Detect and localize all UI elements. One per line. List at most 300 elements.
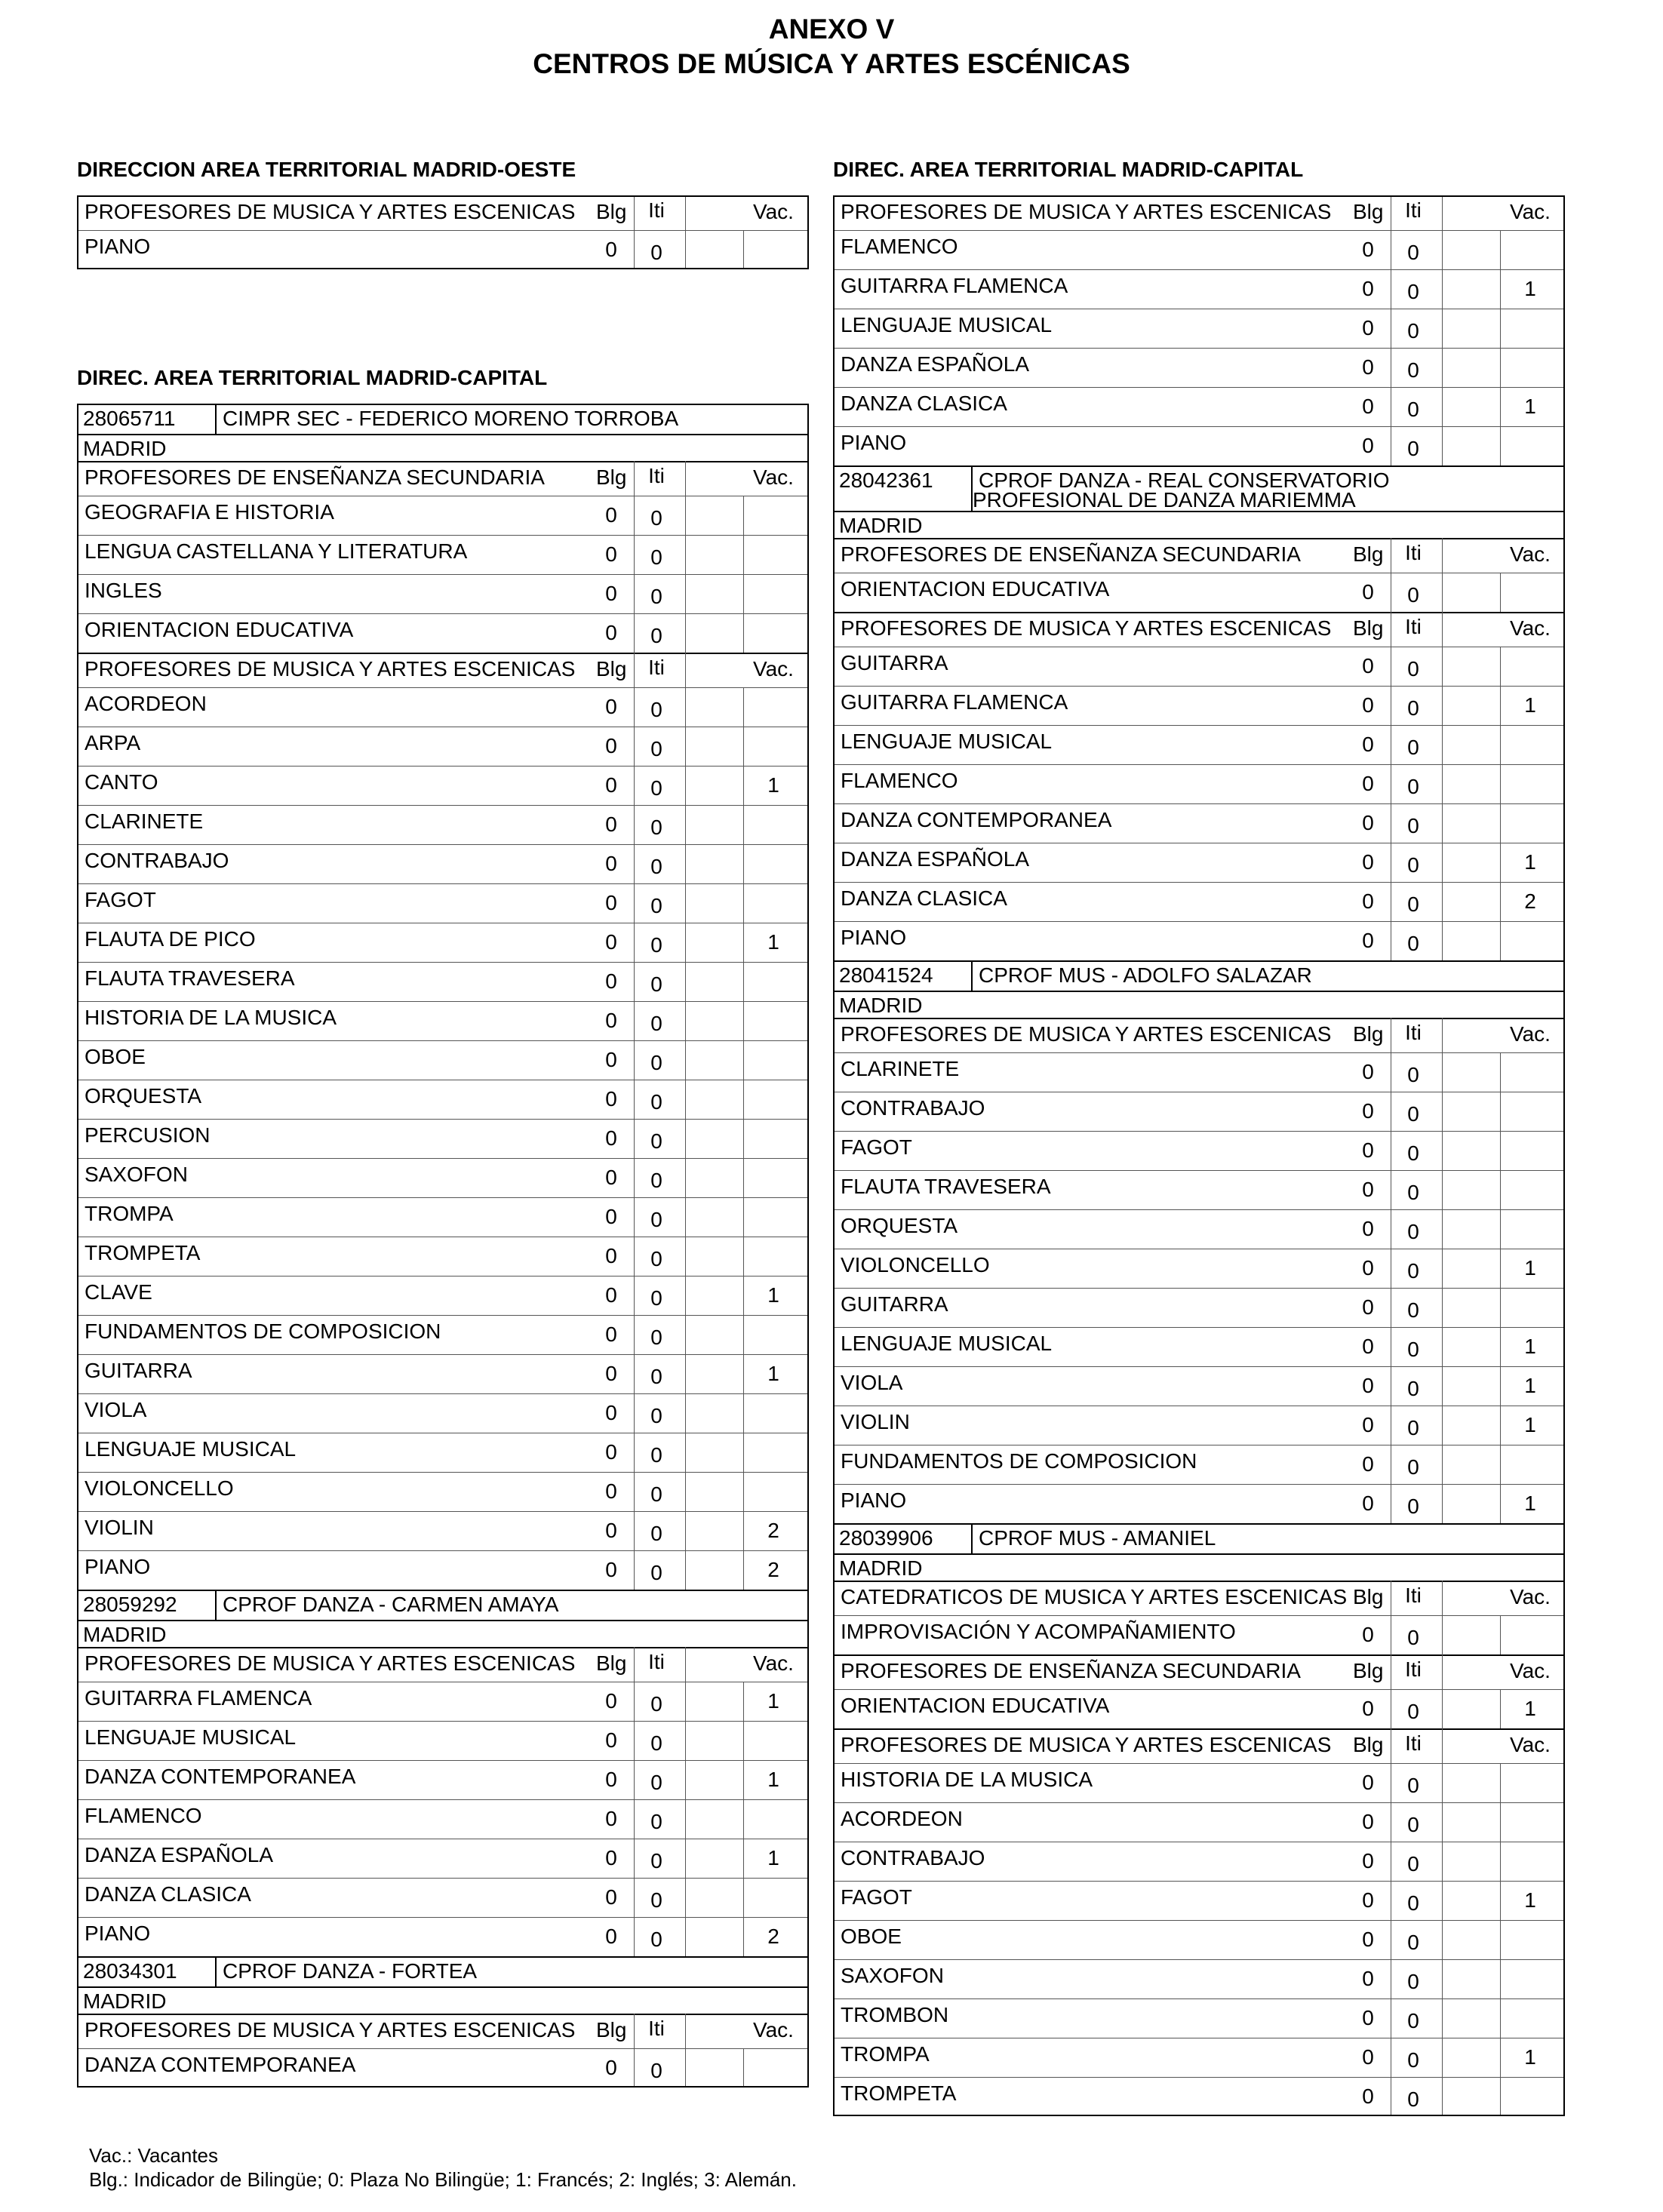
row-name: HISTORIA DE LA MUSICA bbox=[841, 1768, 1093, 1791]
row-iti: 0 bbox=[650, 1928, 662, 1951]
row-name: PIANO bbox=[85, 1922, 151, 1945]
row-iti: 0 bbox=[650, 1208, 662, 1231]
row-iti: 0 bbox=[650, 1771, 662, 1794]
section-title: DIREC. AREA TERRITORIAL MADRID-CAPITAL bbox=[77, 366, 548, 389]
row-iti: 0 bbox=[1407, 1377, 1419, 1400]
row-name: DANZA CLASICA bbox=[841, 392, 1007, 415]
row-name: IMPROVISACIÓN Y ACOMPAÑAMIENTO bbox=[841, 1620, 1236, 1643]
row-iti: 0 bbox=[1407, 1298, 1419, 1322]
row-blg: 0 bbox=[1362, 1217, 1374, 1240]
row-blg: 0 bbox=[605, 1401, 617, 1424]
row-blg: 0 bbox=[1362, 733, 1374, 756]
row-name: ORQUESTA bbox=[841, 1214, 958, 1237]
row-name: FLAMENCO bbox=[841, 769, 958, 792]
group-header: PROFESORES DE MUSICA Y ARTES ESCENICAS bbox=[841, 616, 1332, 640]
row-name: VIOLA bbox=[85, 1398, 147, 1421]
row-iti: 0 bbox=[1407, 736, 1419, 759]
row-blg: 0 bbox=[1362, 811, 1374, 834]
row-iti: 0 bbox=[650, 1012, 662, 1035]
row-blg: 0 bbox=[605, 1925, 617, 1948]
row-blg: 0 bbox=[605, 1087, 617, 1111]
row-iti: 0 bbox=[1407, 437, 1419, 460]
vac-header: Vac. bbox=[753, 200, 794, 223]
blg-header: Blg bbox=[596, 657, 627, 680]
iti-header: Iti bbox=[1405, 1584, 1422, 1607]
row-iti: 0 bbox=[650, 816, 662, 839]
row-iti: 0 bbox=[1407, 1774, 1419, 1797]
row-blg: 0 bbox=[1362, 850, 1374, 874]
row-iti: 0 bbox=[650, 1888, 662, 1912]
row-vac: 1 bbox=[1524, 277, 1536, 300]
center-city: MADRID bbox=[839, 1556, 923, 1580]
group-header: PROFESORES DE ENSEÑANZA SECUNDARIA bbox=[841, 1659, 1301, 1682]
blg-header: Blg bbox=[1353, 1022, 1384, 1046]
row-name: ACORDEON bbox=[85, 692, 207, 715]
vac-header: Vac. bbox=[1510, 616, 1551, 640]
row-name: GUITARRA bbox=[841, 651, 948, 674]
row-blg: 0 bbox=[605, 1807, 617, 1830]
iti-header: Iti bbox=[648, 1650, 665, 1673]
row-vac: 1 bbox=[1524, 1413, 1536, 1436]
row-blg: 0 bbox=[1362, 1060, 1374, 1083]
row-name: VIOLIN bbox=[85, 1516, 154, 1539]
row-blg: 0 bbox=[1362, 1295, 1374, 1319]
row-iti: 0 bbox=[1407, 1931, 1419, 1954]
table-frame bbox=[77, 404, 809, 2088]
center-code: 28065711 bbox=[83, 407, 176, 430]
blg-header: Blg bbox=[1353, 616, 1384, 640]
row-blg: 0 bbox=[605, 852, 617, 875]
vac-header: Vac. bbox=[1510, 542, 1551, 566]
row-name: VIOLIN bbox=[841, 1410, 910, 1433]
page-subtitle: CENTROS DE MÚSICA Y ARTES ESCÉNICAS bbox=[533, 48, 1130, 79]
blg-header: Blg bbox=[1353, 542, 1384, 566]
row-blg: 0 bbox=[1362, 316, 1374, 339]
row-blg: 0 bbox=[1362, 929, 1374, 952]
row-iti: 0 bbox=[650, 585, 662, 608]
center-name: CIMPR SEC - FEDERICO MORENO TORROBA bbox=[223, 407, 679, 430]
row-iti: 0 bbox=[650, 1731, 662, 1755]
row-iti: 0 bbox=[650, 933, 662, 957]
row-blg: 0 bbox=[605, 2056, 617, 2079]
row-blg: 0 bbox=[1362, 1849, 1374, 1873]
row-blg: 0 bbox=[1362, 2085, 1374, 2108]
row-iti: 0 bbox=[1407, 1102, 1419, 1126]
row-blg: 0 bbox=[1362, 772, 1374, 795]
row-vac: 1 bbox=[767, 1689, 779, 1713]
row-blg: 0 bbox=[605, 1846, 617, 1869]
row-iti: 0 bbox=[650, 1051, 662, 1074]
row-blg: 0 bbox=[605, 621, 617, 644]
row-name: DANZA CONTEMPORANEA bbox=[85, 2053, 356, 2076]
center-name: CPROF MUS - ADOLFO SALAZAR bbox=[979, 963, 1312, 987]
center-city: MADRID bbox=[83, 437, 167, 460]
iti-header: Iti bbox=[648, 656, 665, 679]
row-name: OBOE bbox=[85, 1045, 146, 1068]
row-vac: 1 bbox=[767, 1283, 779, 1307]
row-iti: 0 bbox=[650, 2059, 662, 2082]
row-blg: 0 bbox=[605, 1166, 617, 1189]
row-blg: 0 bbox=[605, 1689, 617, 1713]
row-iti: 0 bbox=[650, 1365, 662, 1388]
iti-header: Iti bbox=[648, 198, 665, 222]
vac-header: Vac. bbox=[753, 657, 794, 680]
row-blg: 0 bbox=[1362, 1335, 1374, 1358]
row-blg: 0 bbox=[605, 1205, 617, 1228]
row-name: PIANO bbox=[85, 235, 151, 258]
center-code: 28041524 bbox=[839, 963, 933, 987]
row-blg: 0 bbox=[605, 1558, 617, 1581]
row-name: GUITARRA FLAMENCA bbox=[85, 1686, 312, 1710]
vac-header: Vac. bbox=[753, 2018, 794, 2041]
row-name: FLAUTA TRAVESERA bbox=[841, 1175, 1051, 1198]
iti-header: Iti bbox=[648, 2017, 665, 2040]
blg-header: Blg bbox=[596, 1651, 627, 1675]
row-name: DANZA CLASICA bbox=[841, 886, 1007, 910]
row-blg: 0 bbox=[1362, 1888, 1374, 1912]
row-name: VIOLA bbox=[841, 1371, 903, 1394]
row-blg: 0 bbox=[605, 813, 617, 836]
row-vac: 1 bbox=[1524, 1256, 1536, 1280]
row-name: LENGUAJE MUSICAL bbox=[841, 313, 1053, 336]
row-vac: 1 bbox=[1524, 395, 1536, 418]
row-iti: 0 bbox=[1407, 2009, 1419, 2032]
row-iti: 0 bbox=[1407, 2048, 1419, 2072]
row-iti: 0 bbox=[1407, 358, 1419, 382]
row-name: LENGUAJE MUSICAL bbox=[841, 1332, 1053, 1355]
row-name: CONTRABAJO bbox=[841, 1096, 985, 1120]
row-name: ORIENTACION EDUCATIVA bbox=[85, 618, 354, 641]
row-iti: 0 bbox=[1407, 932, 1419, 955]
row-name: FLAUTA DE PICO bbox=[85, 927, 256, 951]
blg-header: Blg bbox=[1353, 1733, 1384, 1756]
row-name: PIANO bbox=[841, 1488, 907, 1512]
row-iti: 0 bbox=[650, 545, 662, 569]
row-iti: 0 bbox=[650, 624, 662, 647]
row-blg: 0 bbox=[1362, 1374, 1374, 1397]
row-iti: 0 bbox=[650, 855, 662, 878]
iti-header: Iti bbox=[1405, 1021, 1422, 1044]
iti-header: Iti bbox=[1405, 541, 1422, 564]
group-header: PROFESORES DE MUSICA Y ARTES ESCENICAS bbox=[85, 657, 576, 680]
row-blg: 0 bbox=[1362, 238, 1374, 261]
blg-header: Blg bbox=[596, 465, 627, 489]
row-iti: 0 bbox=[650, 1090, 662, 1114]
group-header: CATEDRATICOS DE MUSICA Y ARTES ESCENICAS bbox=[841, 1585, 1348, 1608]
row-blg: 0 bbox=[605, 1362, 617, 1385]
row-name: CANTO bbox=[85, 770, 158, 794]
row-name: DANZA ESPAÑOLA bbox=[841, 352, 1030, 376]
row-blg: 0 bbox=[1362, 2045, 1374, 2069]
center-name: CPROF DANZA - REAL CONSERVATORIO bbox=[979, 469, 1390, 492]
group-header: PROFESORES DE MUSICA Y ARTES ESCENICAS bbox=[841, 1022, 1332, 1046]
row-blg: 0 bbox=[605, 930, 617, 954]
row-iti: 0 bbox=[1407, 775, 1419, 798]
row-name: VIOLONCELLO bbox=[841, 1253, 990, 1277]
row-blg: 0 bbox=[1362, 1810, 1374, 1833]
row-name: LENGUAJE MUSICAL bbox=[85, 1437, 297, 1461]
row-iti: 0 bbox=[650, 776, 662, 800]
page-title: ANEXO V bbox=[768, 14, 895, 45]
row-name: FUNDAMENTOS DE COMPOSICION bbox=[85, 1320, 441, 1343]
row-name: ORIENTACION EDUCATIVA bbox=[841, 577, 1110, 601]
iti-header: Iti bbox=[1405, 615, 1422, 638]
row-name: CLARINETE bbox=[85, 810, 204, 833]
row-vac: 1 bbox=[1524, 1492, 1536, 1515]
row-name: VIOLONCELLO bbox=[85, 1476, 234, 1500]
row-iti: 0 bbox=[1407, 1626, 1419, 1649]
row-name: SAXOFON bbox=[841, 1964, 944, 1987]
row-vac: 2 bbox=[767, 1519, 779, 1542]
row-blg: 0 bbox=[605, 1048, 617, 1071]
row-name: LENGUAJE MUSICAL bbox=[85, 1725, 297, 1749]
row-iti: 0 bbox=[650, 1849, 662, 1873]
row-iti: 0 bbox=[1407, 1063, 1419, 1086]
row-iti: 0 bbox=[1407, 853, 1419, 877]
vac-header: Vac. bbox=[753, 1651, 794, 1675]
row-name: FUNDAMENTOS DE COMPOSICION bbox=[841, 1449, 1197, 1473]
row-name: ARPA bbox=[85, 731, 141, 754]
row-iti: 0 bbox=[650, 894, 662, 917]
row-iti: 0 bbox=[1407, 1891, 1419, 1915]
row-iti: 0 bbox=[1407, 1416, 1419, 1439]
row-blg: 0 bbox=[605, 1728, 617, 1752]
row-iti: 0 bbox=[1407, 696, 1419, 720]
row-blg: 0 bbox=[1362, 1771, 1374, 1794]
row-vac: 1 bbox=[767, 1846, 779, 1869]
row-iti: 0 bbox=[1407, 1338, 1419, 1361]
row-vac: 1 bbox=[767, 1362, 779, 1385]
row-iti: 0 bbox=[650, 1326, 662, 1349]
row-name: DANZA CONTEMPORANEA bbox=[841, 808, 1112, 831]
row-iti: 0 bbox=[1407, 241, 1419, 264]
row-iti: 0 bbox=[650, 241, 662, 264]
row-name: INGLES bbox=[85, 579, 162, 602]
row-blg: 0 bbox=[605, 969, 617, 993]
row-iti: 0 bbox=[650, 1692, 662, 1716]
row-vac: 1 bbox=[767, 773, 779, 797]
row-iti: 0 bbox=[1407, 892, 1419, 916]
row-blg: 0 bbox=[605, 695, 617, 718]
row-blg: 0 bbox=[605, 1323, 617, 1346]
iti-header: Iti bbox=[648, 464, 665, 487]
vac-header: Vac. bbox=[1510, 1733, 1551, 1756]
row-name: DANZA CONTEMPORANEA bbox=[85, 1765, 356, 1788]
row-blg: 0 bbox=[1362, 395, 1374, 418]
iti-header: Iti bbox=[1405, 1731, 1422, 1755]
row-iti: 0 bbox=[650, 1561, 662, 1584]
row-iti: 0 bbox=[650, 1247, 662, 1270]
group-header: PROFESORES DE MUSICA Y ARTES ESCENICAS bbox=[85, 1651, 576, 1675]
row-vac: 1 bbox=[1524, 693, 1536, 717]
row-name: TROMPETA bbox=[841, 2081, 957, 2105]
row-blg: 0 bbox=[605, 582, 617, 605]
row-blg: 0 bbox=[1362, 1697, 1374, 1720]
row-iti: 0 bbox=[1407, 814, 1419, 837]
row-iti: 0 bbox=[1407, 1259, 1419, 1283]
row-iti: 0 bbox=[650, 698, 662, 721]
center-city: MADRID bbox=[839, 994, 923, 1017]
table-frame bbox=[77, 195, 809, 269]
row-blg: 0 bbox=[605, 1009, 617, 1032]
row-blg: 0 bbox=[605, 1126, 617, 1150]
row-blg: 0 bbox=[605, 1479, 617, 1503]
row-blg: 0 bbox=[605, 503, 617, 527]
vac-header: Vac. bbox=[1510, 200, 1551, 223]
row-vac: 1 bbox=[1524, 1697, 1536, 1720]
center-code: 28042361 bbox=[839, 469, 933, 492]
row-iti: 0 bbox=[1407, 583, 1419, 607]
row-name: GUITARRA bbox=[85, 1359, 192, 1382]
row-blg: 0 bbox=[605, 891, 617, 914]
row-vac: 1 bbox=[1524, 1374, 1536, 1397]
row-name: FLAUTA TRAVESERA bbox=[85, 966, 295, 990]
row-blg: 0 bbox=[1362, 1099, 1374, 1123]
row-name: CONTRABAJO bbox=[841, 1846, 985, 1869]
row-name: FAGOT bbox=[841, 1885, 912, 1909]
row-name: FLAMENCO bbox=[85, 1804, 202, 1827]
row-iti: 0 bbox=[1407, 2088, 1419, 2111]
row-iti: 0 bbox=[1407, 1455, 1419, 1479]
center-name: CPROF MUS - AMANIEL bbox=[979, 1526, 1216, 1550]
row-name: FAGOT bbox=[841, 1135, 912, 1159]
vac-header: Vac. bbox=[1510, 1659, 1551, 1682]
row-iti: 0 bbox=[650, 1522, 662, 1545]
group-header: PROFESORES DE MUSICA Y ARTES ESCENICAS bbox=[841, 1733, 1332, 1756]
row-name: OBOE bbox=[841, 1925, 902, 1948]
row-name: ACORDEON bbox=[841, 1807, 963, 1830]
table-frame bbox=[833, 195, 1565, 2116]
blg-header: Blg bbox=[596, 2018, 627, 2041]
blg-header: Blg bbox=[596, 200, 627, 223]
row-iti: 0 bbox=[650, 506, 662, 530]
row-blg: 0 bbox=[1362, 889, 1374, 913]
vac-header: Vac. bbox=[753, 465, 794, 489]
iti-header: Iti bbox=[1405, 198, 1422, 222]
center-name-2: PROFESIONAL DE DANZA MARIEMMA bbox=[973, 488, 1356, 512]
row-blg: 0 bbox=[1362, 1452, 1374, 1476]
row-blg: 0 bbox=[1362, 1138, 1374, 1162]
row-iti: 0 bbox=[650, 1482, 662, 1506]
row-name: ORQUESTA bbox=[85, 1084, 202, 1108]
row-blg: 0 bbox=[1362, 580, 1374, 604]
footnote-bilingue: Blg.: Indicador de Bilingüe; 0: Plaza No Bilingüe; 1: Francés; 2: Inglés; 3: Alemán. bbox=[89, 2168, 797, 2191]
row-name: DANZA ESPAÑOLA bbox=[85, 1843, 274, 1866]
row-blg: 0 bbox=[1362, 355, 1374, 379]
row-blg: 0 bbox=[605, 1768, 617, 1791]
row-blg: 0 bbox=[605, 1885, 617, 1909]
row-blg: 0 bbox=[605, 734, 617, 757]
row-iti: 0 bbox=[1407, 1700, 1419, 1723]
row-blg: 0 bbox=[605, 1440, 617, 1464]
row-name: SAXOFON bbox=[85, 1163, 188, 1186]
row-vac: 1 bbox=[1524, 1335, 1536, 1358]
row-iti: 0 bbox=[650, 737, 662, 760]
row-blg: 0 bbox=[605, 542, 617, 566]
row-name: DANZA ESPAÑOLA bbox=[841, 847, 1030, 871]
center-code: 28034301 bbox=[83, 1959, 177, 1983]
row-name: PIANO bbox=[841, 431, 907, 454]
row-iti: 0 bbox=[1407, 398, 1419, 421]
center-code: 28039906 bbox=[839, 1526, 933, 1550]
row-name: CLARINETE bbox=[841, 1057, 960, 1080]
row-vac: 2 bbox=[767, 1558, 779, 1581]
row-name: TROMPA bbox=[841, 2042, 930, 2066]
row-name: CONTRABAJO bbox=[85, 849, 229, 872]
center-name: CPROF DANZA - CARMEN AMAYA bbox=[223, 1593, 559, 1616]
row-blg: 0 bbox=[605, 1244, 617, 1267]
row-name: GUITARRA FLAMENCA bbox=[841, 690, 1068, 714]
row-name: CLAVE bbox=[85, 1280, 152, 1304]
row-name: DANZA CLASICA bbox=[85, 1882, 251, 1906]
row-name: TROMBON bbox=[841, 2003, 949, 2026]
group-header: PROFESORES DE MUSICA Y ARTES ESCENICAS bbox=[841, 200, 1332, 223]
row-name: PERCUSION bbox=[85, 1123, 211, 1147]
row-iti: 0 bbox=[1407, 1181, 1419, 1204]
center-name: CPROF DANZA - FORTEA bbox=[223, 1959, 478, 1983]
row-blg: 0 bbox=[1362, 654, 1374, 677]
blg-header: Blg bbox=[1353, 1585, 1384, 1608]
row-name: GUITARRA bbox=[841, 1292, 948, 1316]
row-blg: 0 bbox=[1362, 1492, 1374, 1515]
row-name: TROMPA bbox=[85, 1202, 174, 1225]
row-blg: 0 bbox=[605, 238, 617, 261]
row-blg: 0 bbox=[1362, 2006, 1374, 2029]
row-vac: 2 bbox=[767, 1925, 779, 1948]
blg-header: Blg bbox=[1353, 200, 1384, 223]
row-iti: 0 bbox=[650, 1810, 662, 1833]
row-vac: 1 bbox=[767, 930, 779, 954]
section-title: DIREC. AREA TERRITORIAL MADRID-CAPITAL bbox=[833, 158, 1304, 181]
center-city: MADRID bbox=[83, 1623, 167, 1646]
row-blg: 0 bbox=[605, 1519, 617, 1542]
group-header: PROFESORES DE MUSICA Y ARTES ESCENICAS bbox=[85, 200, 576, 223]
row-vac: 1 bbox=[1524, 2045, 1536, 2069]
row-name: PIANO bbox=[841, 926, 907, 949]
row-blg: 0 bbox=[605, 1283, 617, 1307]
row-iti: 0 bbox=[1407, 1852, 1419, 1876]
row-vac: 2 bbox=[1524, 889, 1536, 913]
row-blg: 0 bbox=[1362, 1256, 1374, 1280]
row-name: FAGOT bbox=[85, 888, 156, 911]
row-iti: 0 bbox=[650, 1129, 662, 1153]
row-iti: 0 bbox=[1407, 657, 1419, 680]
row-blg: 0 bbox=[605, 773, 617, 797]
center-code: 28059292 bbox=[83, 1593, 177, 1616]
vac-header: Vac. bbox=[1510, 1585, 1551, 1608]
row-blg: 0 bbox=[1362, 693, 1374, 717]
row-name: TROMPETA bbox=[85, 1241, 201, 1264]
row-name: GUITARRA FLAMENCA bbox=[841, 274, 1068, 297]
group-header: PROFESORES DE ENSEÑANZA SECUNDARIA bbox=[85, 465, 545, 489]
row-blg: 0 bbox=[1362, 1623, 1374, 1646]
row-name: PIANO bbox=[85, 1555, 151, 1578]
row-name: HISTORIA DE LA MUSICA bbox=[85, 1006, 337, 1029]
row-blg: 0 bbox=[1362, 1413, 1374, 1436]
row-blg: 0 bbox=[1362, 434, 1374, 457]
row-blg: 0 bbox=[1362, 1178, 1374, 1201]
row-iti: 0 bbox=[1407, 1813, 1419, 1836]
center-city: MADRID bbox=[839, 514, 923, 537]
vac-header: Vac. bbox=[1510, 1022, 1551, 1046]
iti-header: Iti bbox=[1405, 1657, 1422, 1681]
row-iti: 0 bbox=[1407, 1220, 1419, 1243]
row-iti: 0 bbox=[650, 1404, 662, 1427]
row-blg: 0 bbox=[1362, 1967, 1374, 1990]
row-name: LENGUAJE MUSICAL bbox=[841, 730, 1053, 753]
center-city: MADRID bbox=[83, 1989, 167, 2013]
row-name: LENGUA CASTELLANA Y LITERATURA bbox=[85, 539, 468, 563]
